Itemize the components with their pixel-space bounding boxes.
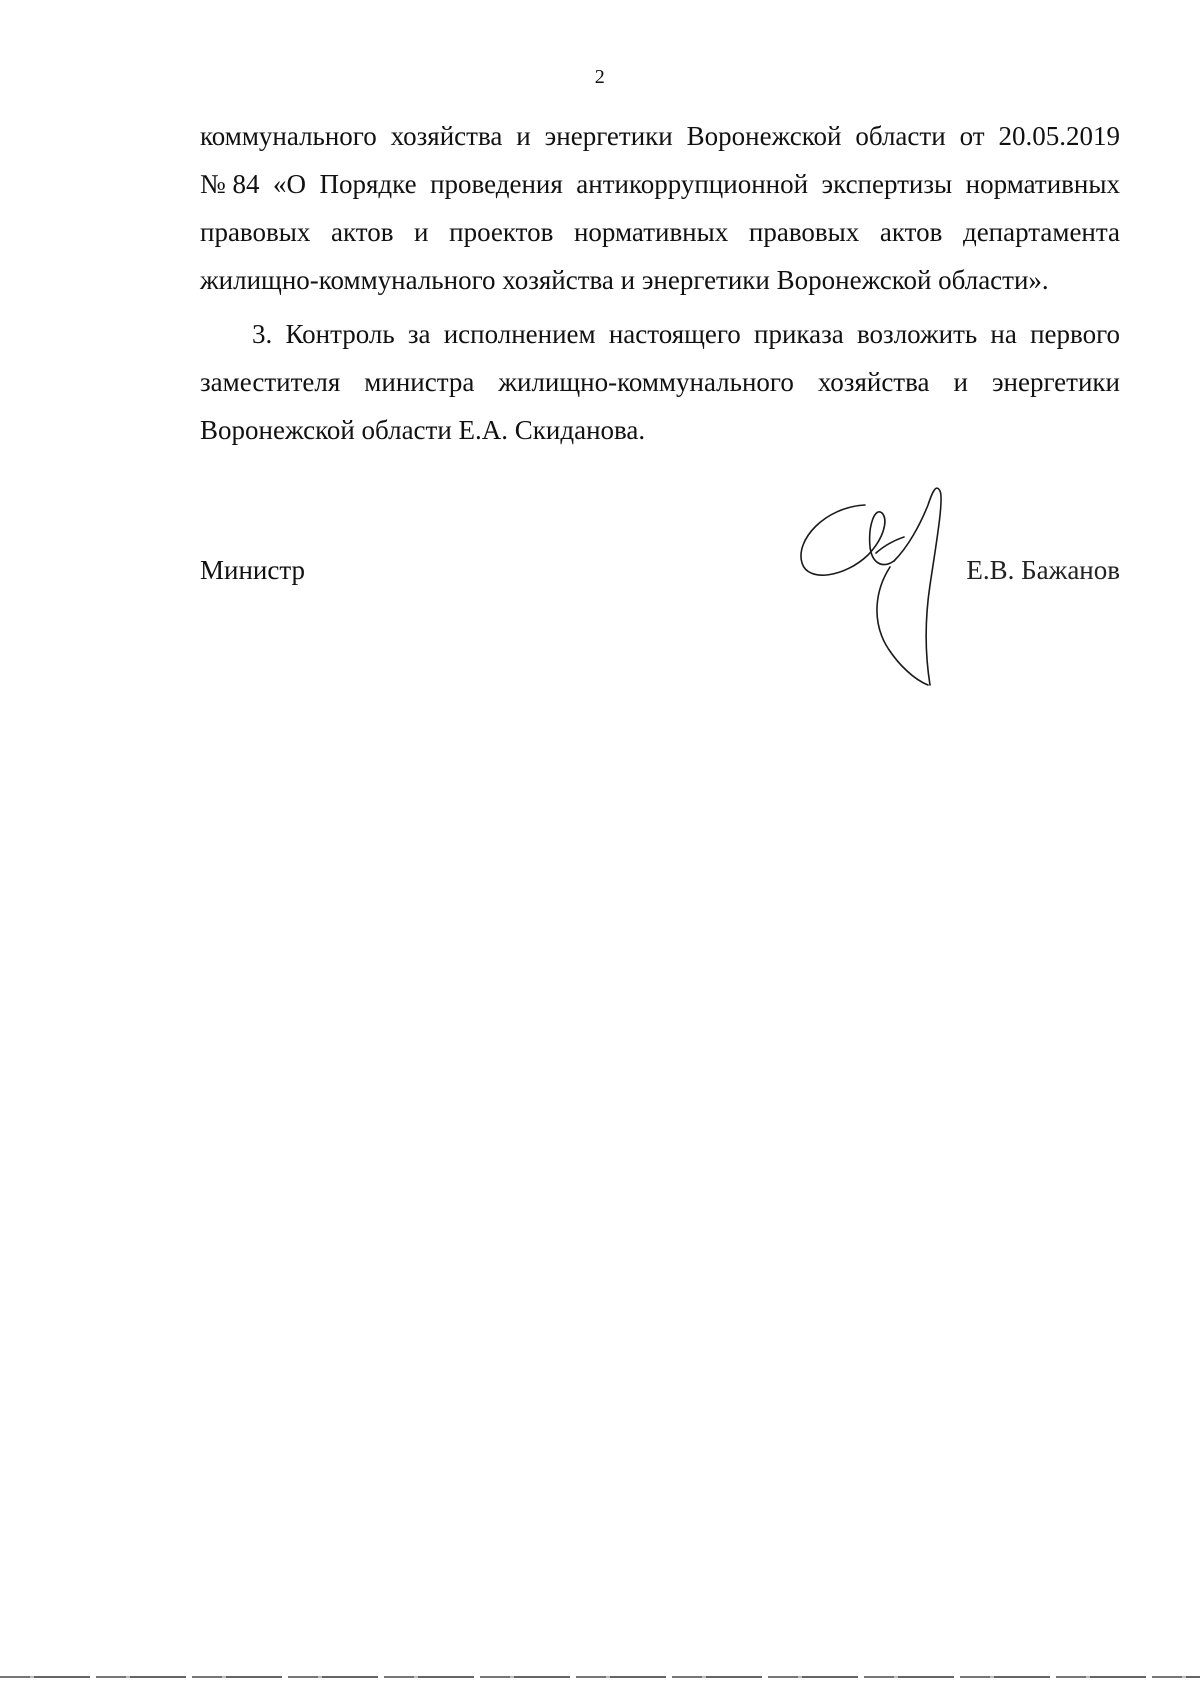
paragraph-control-clause: 3. Контроль за исполнением настоящего приказа возложить на первого заместителя министра жилищно-коммунального хозяйства и энергетики Воронежской области Е.А. Скиданова. xyxy=(200,319,1120,445)
signatory-title: Министр xyxy=(200,555,305,585)
document-body xyxy=(200,112,1120,454)
page-number: 2 xyxy=(594,66,606,88)
scan-edge-line xyxy=(0,1676,1200,1678)
handwritten-signature xyxy=(790,485,980,695)
paragraph-continuation: коммунального хозяйства и энергетики Воронежской области от 20.05.2019 №84 «О Порядке проведения антикоррупционной экспертизы нормативных правовых актов и проектов нормативных правовых актов департамента жилищно-коммунального хозяйства и энергетики Воронежской области». xyxy=(200,121,1120,295)
signature-block xyxy=(200,555,1120,595)
signatory-name: Е.В. Бажанов xyxy=(966,555,1120,585)
